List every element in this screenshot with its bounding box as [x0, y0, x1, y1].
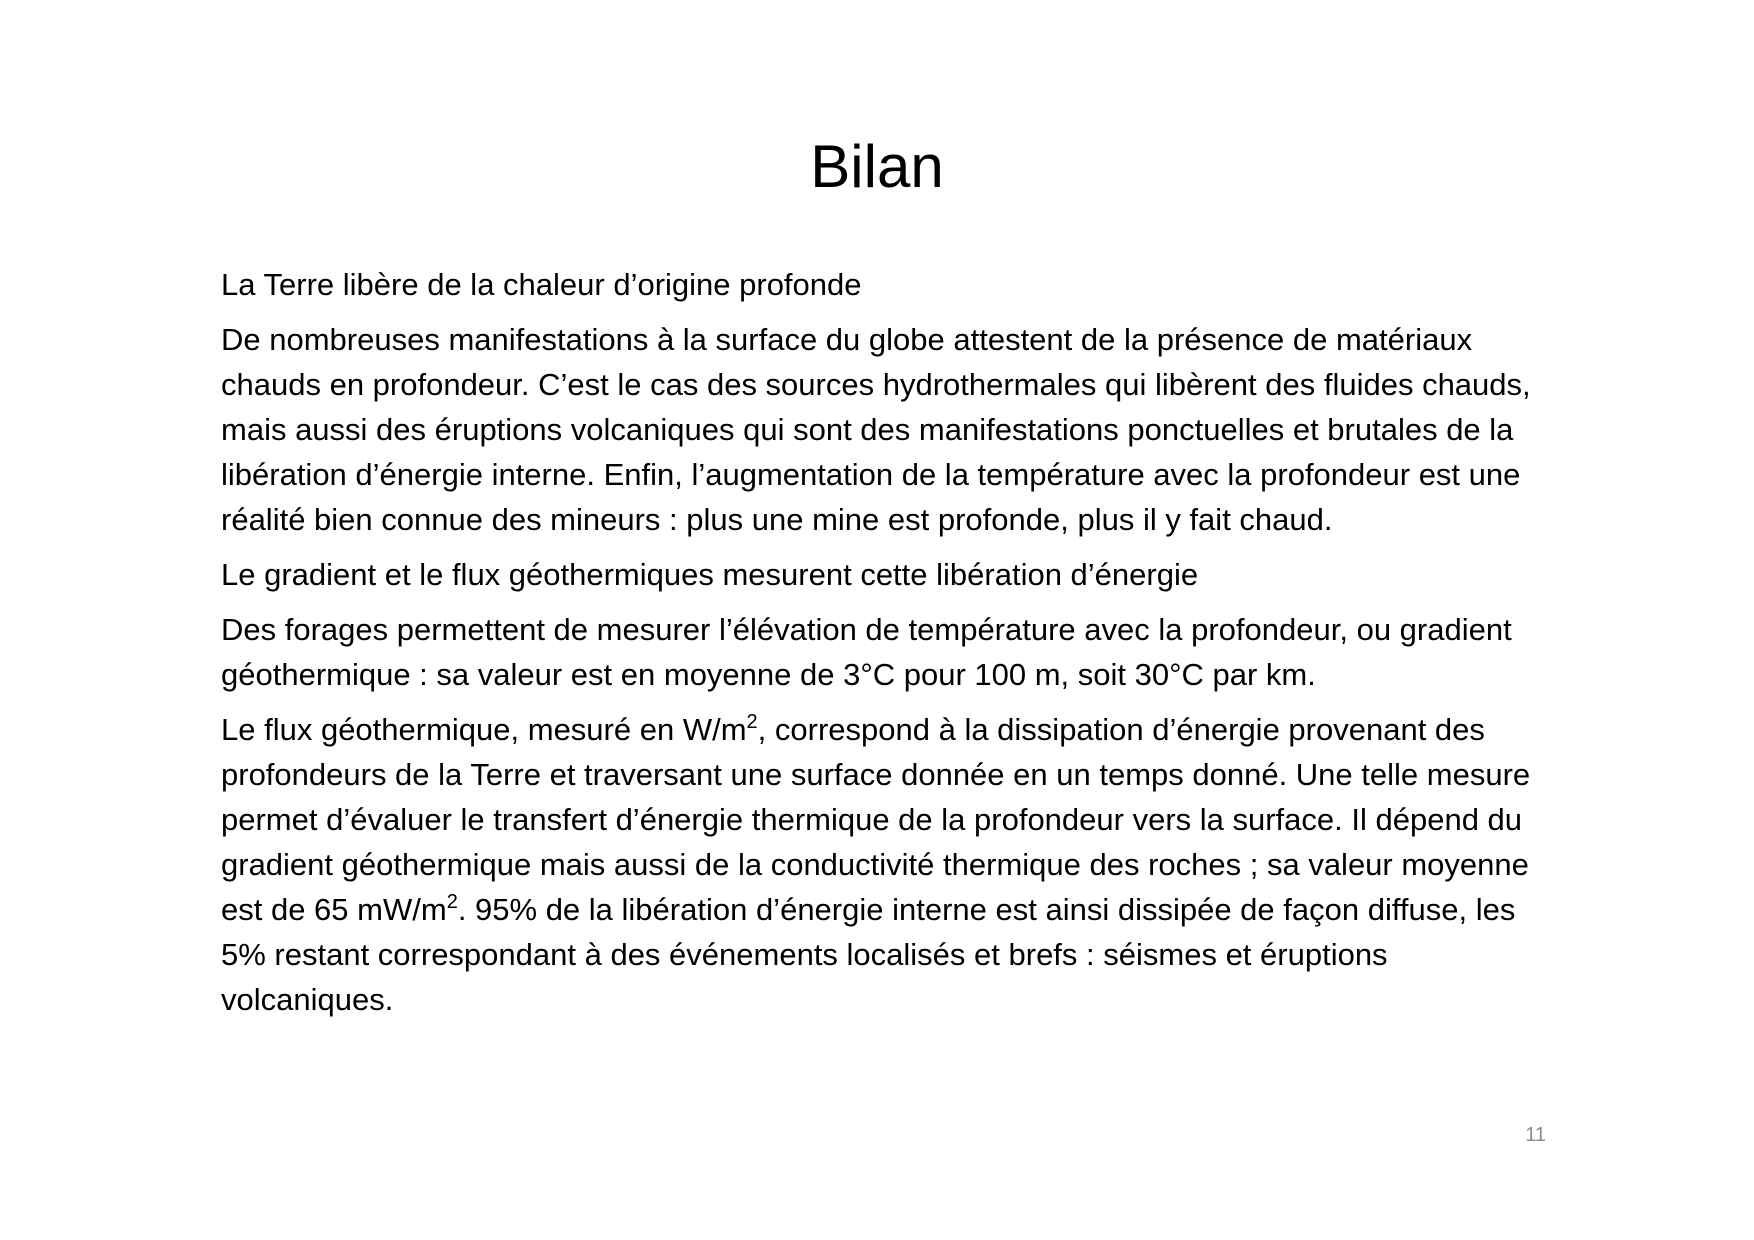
- flux-text-part3: . 95% de la libération d’énergie interne est ainsi dissipée de façon diffuse, les 5% restant correspondant à des événements localisés et brefs : séismes et éruptions volcaniques.: [221, 892, 1516, 1017]
- slide-body: [221, 262, 1561, 1032]
- slide-number: 11: [1525, 1124, 1546, 1146]
- paragraph-surface-manifestations: De nombreuses manifestations à la surface du globe attestent de la présence de matériaux chauds en profondeur. C’est le cas des sources hydrothermales qui libèrent des fluides chauds, mais aussi des éruptions volcaniques qui sont des manifestations ponctuelles et brutales de la libération d’énergie interne. Enfin, l’augmentation de la température avec la profondeur est une réalité bien connue des mineurs : plus une mine est profonde, plus il y fait chaud.: [221, 322, 1531, 537]
- paragraph-geothermal-flux: [221, 707, 1561, 1022]
- subheading-heat-release: La Terre libère de la chaleur d’origine profonde: [221, 267, 862, 302]
- subheading-gradient-flux: Le gradient et le flux géothermiques mesurent cette libération d’énergie: [221, 557, 1199, 592]
- paragraph-geothermal-gradient: Des forages permettent de mesurer l’élévation de température avec la profondeur, ou gradient géothermique : sa valeur est en moyenne de 3°C pour 100 m, soit 30°C par km.: [221, 612, 1512, 692]
- flux-superscript-1: 2: [746, 711, 758, 733]
- slide-title: Bilan: [810, 133, 944, 200]
- flux-superscript-2: 2: [446, 891, 458, 913]
- flux-text-part1: Le flux géothermique, mesuré en W/m: [221, 712, 747, 747]
- flux-text-part2: , correspond à la dissipation d’énergie provenant des profondeurs de la Terre et traversant une surface donnée en un temps donné. Une telle mesure permet d’évaluer le transfert d’énergie thermique de la profondeur vers la surface. Il dépend du gradient géothermique mais aussi de la conductivité thermique des roches ; sa valeur moyenne est de 65 mW/m: [221, 712, 1531, 927]
